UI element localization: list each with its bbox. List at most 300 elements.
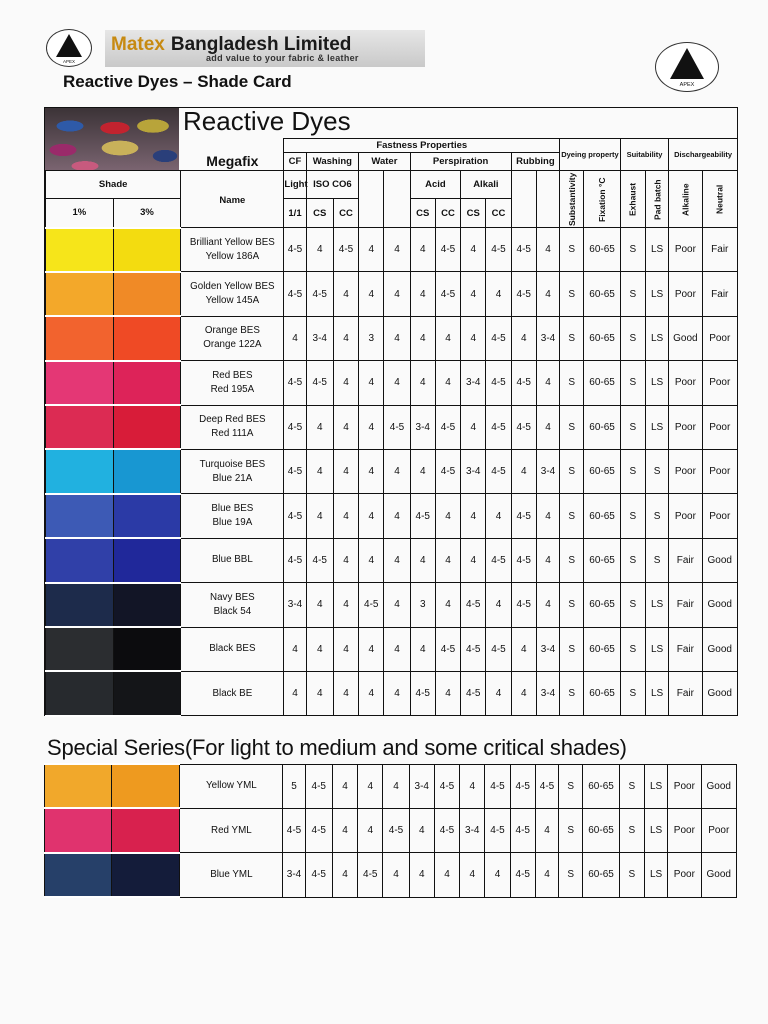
dye-name-cell	[180, 764, 283, 808]
ci-reactive-name: Yellow 186A	[205, 250, 260, 262]
alkali-cs-value: 3-4	[460, 808, 485, 852]
rubbing-dry-value: 4-5	[511, 361, 536, 405]
rubbing-wet-value: 4	[536, 228, 559, 272]
alkali-cc-value: 4-5	[486, 449, 511, 493]
acid-cs-value: 3-4	[410, 405, 435, 449]
dye-name: Navy BES	[210, 591, 255, 603]
dye-name: Golden Yellow BES	[190, 281, 275, 293]
washing-cs-header: CS	[306, 199, 333, 228]
acid-cs-value: 4	[410, 228, 435, 272]
shade-swatch-3pct	[111, 853, 180, 897]
pad-batch-value: LS	[644, 853, 667, 897]
substantivity-value: S	[559, 808, 583, 852]
water-cs-value: 4	[359, 538, 384, 582]
apex-triangle-icon	[47, 30, 91, 66]
cf-light-value: 4-5	[284, 272, 306, 316]
substantivity-value: S	[559, 764, 583, 808]
exhaust-value: S	[620, 538, 645, 582]
document-title: Reactive Dyes – Shade Card	[63, 72, 292, 91]
fixation-value: 60-65	[584, 361, 620, 405]
rubbing-dry-value: 4-5	[511, 228, 536, 272]
exhaust-value: S	[620, 361, 645, 405]
acid-cs-header: CS	[410, 199, 435, 228]
rubbing-wet-value: 3-4	[536, 316, 559, 360]
dye-name: Black BE	[212, 687, 253, 699]
shade-swatch-1pct	[46, 405, 114, 449]
shade-swatch-1pct	[45, 764, 112, 808]
cf-light-value: 4	[284, 627, 306, 671]
ci-reactive-name: Red 195A	[210, 383, 255, 395]
acid-cc-value: 4	[435, 583, 460, 627]
shade-swatch-3pct	[113, 316, 181, 360]
neutral-value: Good	[701, 764, 736, 808]
pad-batch-value: LS	[646, 627, 669, 671]
ci-reactive-name: Orange 122A	[203, 339, 262, 351]
rubbing-wet-value: 3-4	[536, 671, 559, 715]
alkaline-value: Good	[669, 316, 702, 360]
substantivity-value: S	[560, 494, 584, 538]
acid-cc-header: CC	[435, 199, 460, 228]
neutral-value: Poor	[702, 361, 737, 405]
alkali-cs-value: 4	[461, 228, 486, 272]
dye-name: Blue BBL	[211, 554, 253, 566]
water-cs-value: 4-5	[358, 853, 383, 897]
alkali-cc-value: 4-5	[486, 405, 511, 449]
water-cc-value: 4	[384, 449, 410, 493]
shade-swatch-3pct	[113, 583, 181, 627]
dye-name-cell	[181, 627, 284, 671]
dye-name: Blue YML	[210, 868, 253, 880]
alkali-cc-value: 4	[486, 671, 511, 715]
apex-triangle-icon	[656, 43, 718, 91]
washing-cc-value: 4	[333, 671, 358, 715]
logo-text-left: APEX	[62, 59, 76, 64]
dye-name: Black BES	[209, 643, 256, 655]
acid-cs-value: 4	[410, 449, 435, 493]
shade-swatch-1pct	[45, 853, 112, 897]
shade-swatch-1pct	[46, 494, 114, 538]
shade-swatch-3pct	[113, 538, 181, 582]
alkaline-value: Poor	[668, 808, 701, 852]
fixation-value: 60-65	[583, 853, 619, 897]
alkaline-header: Alkaline	[669, 171, 702, 228]
water-cs-value: 4	[359, 494, 384, 538]
shade-swatch-3pct	[113, 671, 181, 715]
acid-cs-value: 4	[410, 272, 435, 316]
substantivity-value: S	[560, 449, 584, 493]
table-row	[46, 494, 738, 538]
pad-batch-value: LS	[644, 764, 667, 808]
exhaust-value: S	[620, 494, 645, 538]
table-row	[46, 449, 738, 493]
washing-cs-value: 4	[306, 494, 333, 538]
fixation-value: 60-65	[584, 272, 620, 316]
table-row	[46, 405, 738, 449]
name-label: Name	[219, 195, 246, 206]
washing-cc-value: 4	[332, 764, 357, 808]
water-cc-value: 4	[384, 361, 410, 405]
water-cc-value: 4	[384, 494, 410, 538]
pad-batch-value: LS	[644, 808, 667, 852]
shade-swatch-1pct	[46, 538, 114, 582]
exhaust-value: S	[620, 583, 645, 627]
dye-name-cell	[181, 316, 284, 360]
neutral-value: Good	[702, 671, 737, 715]
ci-reactive-name: Blue 19A	[212, 517, 253, 529]
fixation-value: 60-65	[583, 764, 619, 808]
acid-cc-value: 4	[435, 361, 460, 405]
washing-cc-value: 4	[333, 494, 358, 538]
cf-header: CF	[284, 153, 306, 171]
washing-cs-value: 4-5	[305, 764, 332, 808]
rubbing-wet-value: 4	[535, 853, 558, 897]
reactive-dyes-table	[45, 138, 738, 717]
pad-batch-value: S	[646, 449, 669, 493]
dye-name-cell	[181, 272, 284, 316]
substantivity-value: S	[560, 405, 584, 449]
perspiration-header: Perspiration	[410, 153, 511, 171]
water-cc-value: 4	[384, 272, 410, 316]
dye-name-cell	[181, 671, 284, 715]
neutral-value: Poor	[701, 808, 736, 852]
pad-batch-value: LS	[646, 316, 669, 360]
acid-cc-value: 4-5	[435, 405, 460, 449]
water-cc-value: 4	[384, 627, 410, 671]
alkali-cc-value: 4-5	[485, 808, 510, 852]
fixation-value: 60-65	[584, 449, 620, 493]
exhaust-value: S	[619, 808, 644, 852]
fixation-value: 60-65	[584, 627, 620, 671]
water-cc-value: 4	[384, 583, 410, 627]
alkaline-value: Poor	[669, 228, 702, 272]
dye-name: Yellow YML	[206, 780, 257, 792]
water-cs-value: 4	[359, 228, 384, 272]
acid-cc-value: 4-5	[435, 449, 460, 493]
neutral-value: Fair	[702, 272, 737, 316]
neutral-value: Good	[701, 853, 736, 897]
washing-cc-value: 4	[333, 361, 358, 405]
ci-reactive-name: Yellow 145A	[205, 295, 260, 307]
exhaust-value: S	[620, 449, 645, 493]
water-cc-value: 4-5	[383, 808, 409, 852]
alkali-cs-value: 4-5	[461, 583, 486, 627]
rubbing-dry-value: 4	[511, 449, 536, 493]
water-cs-value: 4	[359, 627, 384, 671]
fixation-value: 60-65	[584, 405, 620, 449]
acid-cs-value: 4	[409, 808, 434, 852]
table-row	[46, 627, 738, 671]
exhaust-value: S	[620, 316, 645, 360]
water-cc-value: 4	[384, 228, 410, 272]
ci-reactive-name: Black 54	[213, 605, 252, 617]
light-header: Light	[284, 171, 306, 199]
alkaline-value: Poor	[668, 764, 701, 808]
acid-cs-value: 3-4	[409, 764, 434, 808]
cf-light-value: 5	[283, 764, 305, 808]
dye-name-cell	[181, 449, 284, 493]
water-cc-value: 4	[383, 764, 409, 808]
alkaline-value: Poor	[668, 853, 701, 897]
rubbing-dry-value: 4	[511, 671, 536, 715]
ci-reactive-name: Red 111A	[211, 428, 254, 440]
water-cs-value: 4	[359, 405, 384, 449]
rubbing-wet-value: 4	[536, 361, 559, 405]
substantivity-value: S	[559, 853, 583, 897]
alkali-cc-value: 4-5	[486, 228, 511, 272]
rubbing-dry-value: 4-5	[510, 853, 535, 897]
table-row	[45, 764, 737, 808]
table-row	[45, 853, 737, 897]
rubbing-dry-value: 4-5	[510, 808, 535, 852]
company-name-part1: Matex	[111, 34, 165, 55]
neutral-value: Poor	[702, 494, 737, 538]
water-cc-value: 4-5	[384, 405, 410, 449]
substantivity-value: S	[560, 316, 584, 360]
water-cs-value: 4	[359, 272, 384, 316]
rubbing-header: Rubbing	[511, 153, 560, 171]
washing-cc-header: CC	[333, 199, 358, 228]
washing-cs-value: 4-5	[306, 272, 333, 316]
water-cs-value: 4	[358, 808, 383, 852]
dye-name-cell	[181, 361, 284, 405]
cf-light-value: 4-5	[283, 808, 305, 852]
rubbing-dry-value: 4-5	[511, 405, 536, 449]
dye-name: Orange BES	[204, 325, 260, 337]
exhaust-value: S	[620, 671, 645, 715]
washing-cc-value: 4	[333, 405, 358, 449]
washing-cs-value: 4	[306, 449, 333, 493]
water-cc-value: 4	[383, 853, 409, 897]
washing-cs-value: 3-4	[306, 316, 333, 360]
company-name-part2: Bangladesh Limited	[170, 34, 352, 55]
fixation-value: 60-65	[584, 316, 620, 360]
cf-light-value: 4-5	[284, 405, 306, 449]
alkali-cs-value: 4-5	[461, 627, 486, 671]
rubbing-wet-value: 4	[536, 405, 559, 449]
neutral-value: Poor	[702, 316, 737, 360]
shade-swatch-1pct	[46, 449, 114, 493]
cf-light-value: 3-4	[283, 853, 305, 897]
rubbing-dry-value: 4	[511, 316, 536, 360]
fixation-value: 60-65	[584, 583, 620, 627]
rubbing-dry-value: 4-5	[511, 583, 536, 627]
substantivity-value: S	[560, 627, 584, 671]
shade-swatch-3pct	[111, 808, 180, 852]
shade-swatch-3pct	[111, 764, 180, 808]
shade-swatch-1pct	[46, 228, 114, 272]
rubbing-wet-value: 3-4	[536, 449, 559, 493]
shade-header: Shade	[46, 171, 181, 199]
alkali-cc-value: 4	[486, 272, 511, 316]
shade-swatch-3pct	[113, 405, 181, 449]
acid-cs-value: 4-5	[410, 494, 435, 538]
acid-cc-value: 4-5	[435, 627, 460, 671]
special-series-table	[44, 763, 737, 898]
rubbing-wet-value: 4	[536, 538, 559, 582]
exhaust-value: S	[620, 405, 645, 449]
table-row	[46, 361, 738, 405]
table-row	[46, 228, 738, 272]
neutral-header: Neutral	[702, 171, 737, 228]
rubbing-wet-value: 4	[536, 494, 559, 538]
alkali-cs-value: 4	[461, 538, 486, 582]
cf-light-value: 4-5	[284, 449, 306, 493]
washing-cs-value: 4-5	[306, 538, 333, 582]
alkali-cc-header: CC	[486, 199, 511, 228]
alkali-cs-value: 4	[460, 853, 485, 897]
alkaline-value: Poor	[669, 494, 702, 538]
shade-swatch-1pct	[46, 627, 114, 671]
exhaust-value: S	[619, 853, 644, 897]
acid-cc-value: 4-5	[435, 228, 460, 272]
rubbing-dry-value: 4-5	[511, 272, 536, 316]
washing-cc-value: 4	[333, 449, 358, 493]
fixation-value: 60-65	[583, 808, 619, 852]
washing-cc-value: 4-5	[333, 228, 358, 272]
fixation-value: 60-65	[584, 538, 620, 582]
exhaust-value: S	[620, 272, 645, 316]
company-tagline: add value to your fabric & leather	[206, 53, 359, 63]
water-cs-value: 4-5	[359, 583, 384, 627]
megafix-brand: Megafix	[206, 153, 259, 169]
alkali-cs-value: 3-4	[461, 449, 486, 493]
acid-cs-value: 4	[410, 538, 435, 582]
table-row	[46, 671, 738, 715]
substantivity-value: S	[560, 361, 584, 405]
dye-name-cell	[180, 853, 283, 897]
water-cc-value: 4	[384, 671, 410, 715]
pad-batch-value: LS	[646, 361, 669, 405]
fixation-value: 60-65	[584, 494, 620, 538]
washing-cs-value: 4	[306, 405, 333, 449]
washing-cs-value: 4	[306, 583, 333, 627]
water-cs-value: 4	[358, 764, 383, 808]
substantivity-value: S	[560, 272, 584, 316]
acid-cc-value: 4-5	[434, 808, 459, 852]
washing-cc-value: 4	[332, 853, 357, 897]
name-header	[181, 153, 284, 228]
light-scale-header: 1/1	[284, 199, 306, 228]
acid-header: Acid	[410, 171, 461, 199]
neutral-value: Poor	[702, 449, 737, 493]
special-series-title: Special Series(For light to medium and some critical shades)	[47, 735, 627, 760]
fastness-properties-header: Fastness Properties	[284, 139, 560, 153]
alkali-cs-value: 4-5	[461, 671, 486, 715]
washing-cs-value: 4-5	[305, 853, 332, 897]
pad-batch-value: S	[646, 494, 669, 538]
alkaline-value: Poor	[669, 272, 702, 316]
acid-cc-value: 4-5	[434, 764, 459, 808]
acid-cs-value: 3	[410, 583, 435, 627]
acid-cc-value: 4	[435, 316, 460, 360]
shade-swatch-3pct	[113, 494, 181, 538]
neutral-value: Good	[702, 627, 737, 671]
water-cs-value: 4	[359, 449, 384, 493]
washing-cc-value: 4	[333, 583, 358, 627]
cf-light-value: 4-5	[284, 361, 306, 405]
exhaust-header: Exhaust	[620, 171, 645, 228]
pad-batch-header: Pad batch	[646, 171, 669, 228]
alkaline-value: Poor	[669, 405, 702, 449]
ci-reactive-name: Blue 21A	[212, 472, 253, 484]
suitability-header: Suitability	[620, 139, 668, 171]
dye-name-cell	[181, 538, 284, 582]
substantivity-value: S	[560, 671, 584, 715]
alkali-cc-value: 4	[486, 583, 511, 627]
rubbing-dry-value: 4-5	[510, 764, 535, 808]
alkali-cc-value: 4	[486, 494, 511, 538]
water-cc-value: 4	[384, 538, 410, 582]
acid-cs-value: 4-5	[410, 671, 435, 715]
pad-batch-value: S	[646, 538, 669, 582]
acid-cs-value: 4	[409, 853, 434, 897]
neutral-value: Good	[702, 538, 737, 582]
dye-name-cell	[181, 228, 284, 272]
dye-name-cell	[181, 405, 284, 449]
alkali-cs-value: 3-4	[461, 361, 486, 405]
washing-cc-value: 4	[333, 538, 358, 582]
washing-cs-value: 4-5	[305, 808, 332, 852]
washing-cs-value: 4	[306, 228, 333, 272]
shade-swatch-3pct	[113, 272, 181, 316]
pct-3-header: 3%	[113, 199, 181, 228]
acid-cs-value: 4	[410, 627, 435, 671]
rubbing-wet-value: 4	[535, 808, 558, 852]
alkali-cs-value: 4	[461, 272, 486, 316]
dischargeability-header: Dischargeability	[669, 139, 738, 171]
pad-batch-value: LS	[646, 228, 669, 272]
substantivity-value: S	[560, 583, 584, 627]
rubbing-dry-value: 4-5	[511, 538, 536, 582]
water-header: Water	[359, 153, 411, 171]
dye-name-cell	[181, 494, 284, 538]
acid-cs-value: 4	[410, 361, 435, 405]
washing-cs-value: 4-5	[306, 361, 333, 405]
shade-swatch-3pct	[113, 627, 181, 671]
exhaust-value: S	[620, 228, 645, 272]
alkali-cc-value: 4	[485, 853, 510, 897]
logo-text-right: APEX	[679, 82, 695, 88]
substantivity-value: S	[560, 228, 584, 272]
alkaline-value: Fair	[669, 583, 702, 627]
washing-cc-value: 4	[333, 316, 358, 360]
table-row	[46, 538, 738, 582]
iso-co6-header: ISO CO6	[306, 171, 359, 199]
table-row	[45, 808, 737, 852]
reactive-dyes-title: Reactive Dyes	[183, 106, 351, 136]
shade-swatch-3pct	[113, 449, 181, 493]
rubbing-wet-value: 4	[536, 583, 559, 627]
shade-swatch-3pct	[113, 228, 181, 272]
neutral-value: Good	[702, 583, 737, 627]
water-cc-value: 4	[384, 316, 410, 360]
washing-cs-value: 4	[306, 671, 333, 715]
acid-cc-value: 4	[435, 671, 460, 715]
alkali-cc-value: 4-5	[486, 538, 511, 582]
alkaline-value: Fair	[669, 671, 702, 715]
water-cs-value: 4	[359, 671, 384, 715]
shade-swatch-1pct	[46, 361, 114, 405]
dye-name: Deep Red BES	[199, 414, 266, 426]
dye-name: Turquoise BES	[199, 458, 266, 470]
neutral-value: Poor	[702, 405, 737, 449]
alkali-cs-value: 4	[461, 316, 486, 360]
substantivity-header: Substantivity	[560, 171, 584, 228]
dye-name: Blue BES	[211, 503, 254, 515]
pad-batch-value: LS	[646, 405, 669, 449]
alkaline-value: Poor	[669, 449, 702, 493]
rubbing-wet-value: 4	[536, 272, 559, 316]
